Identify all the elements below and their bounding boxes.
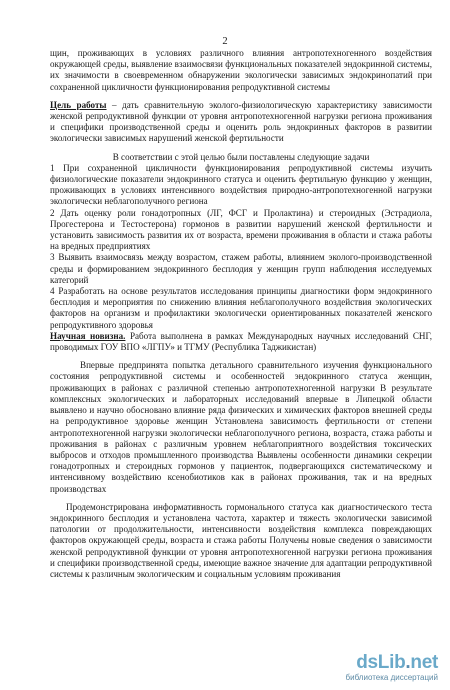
dslib-subtitle: библиотека диссертаций [345, 673, 438, 682]
paragraph-goal [50, 100, 432, 145]
paragraph-demonstrated: Продемонстрирована информативность гормонального статуса как диагностического теста эндокринного бесплодия и установлена частота, характер и тяжесть экологически зависимой патологии от продолжительности, интенсивности воздействия комплекса повреждающих факторов окружающей среды, возраста и стажа работы Получены новые сведения о зависимости женской репродуктивной функции от уровня антропотехногенной нагрузки региона проживания и специфики производственной среды, имеющие важное значение для адаптации репродуктивной системы к различным экологическим и социальным условиям проживания [50, 501, 432, 579]
task-3: 3 Выявить взаимосвязь между возрастом, стажем работы, влиянием эколого-производственной среды и формированием эндокринного бесплодия у женщин групп наблюдения исследуемых категорий [50, 252, 432, 285]
paragraph-tasks-intro: В соответствии с этой целью были поставлены следующие задачи [112, 151, 370, 162]
page-number: 2 [222, 36, 228, 47]
dslib-logo: dsLib.net [356, 652, 438, 673]
paragraph-findings: Впервые предпринята попытка детального сравнительного изучения функционального состояния репродуктивной системы и особенностей эндокринного статуса женщин, проживающих в районах с различной степенью антропотехногенной нагрузки В результате комплексных экологических и лабораторных исследований впервые в Липецкой области выявлено и научно обосновано влияние ряда физических и химических факторов внешней среды на репродуктивное здоровье женщин Установлена зависимость фертильности от степени антропотехногенной нагрузки экологически неблагополучного региона, возраста, стажа работы и проживания в районах с различным уровнем неблагоприятного воздействия токсических выбросов и отходов промышленного производства Выявлены особенности динамики секреции гонадотропных и стероидных гормонов у пациенток, подвергающихся систематическому и интенсивному воздействию ксенобиотиков как в районах проживания, так и на вредных производствах [50, 360, 432, 494]
novelty-text: Работа выполнена в рамках Международных научных исследований СНГ, проводимых ГОУ ВПО «ЛГПУ» и ТГМУ (Республика Таджикистан) [50, 330, 432, 353]
paragraph-novelty [50, 331, 432, 353]
goal-label: Цель работы [50, 99, 107, 110]
task-1: 1 При сохраненной цикличности функционирования репродуктивной системы изучить физиологические показатели эндокринного статуса и оценить фертильную функцию у женщин, проживающих в условиях интенсивного воздействия природно-антропотехногенной нагрузки экологически неблагополучного региона [50, 162, 432, 207]
task-2: 2 Дать оценку роли гонадотропных (ЛГ, ФСГ и Пролактина) и стероидных (Эстрадиола, Прогестерона и Тестостерона) гормонов в развитии нарушений женской фертильности и установить зависимость развития их от возраста, времени проживания в области и стажа работы на вредных предприятиях [50, 207, 432, 252]
document-body [50, 48, 432, 580]
goal-text: – дать сравнительную эколого-физиологическую характеристику зависимости женской репродуктивной функции от уровня антропотехногенной нагрузки региона проживания и специфики производственной среды и оценить роль эндокринных факторов в развитии экологически зависимых нарушений женской фертильности [50, 99, 432, 144]
paragraph-intro-continuation: щин, проживающих в условиях различного влияния антропотехногенного воздействия окружающей среды, выявление взаимосвязи функциональных показателей эндокринной системы, их значимости в своевременном обнаружении экологически зависимых эндокринопатий при сохраненной цикличности функционирования репродуктивной системы [50, 48, 432, 92]
novelty-label: Научная новизна. [50, 330, 126, 341]
dslib-watermark [310, 652, 438, 682]
task-4: 4 Разработать на основе результатов исследования принципы диагностики форм эндокринного бесплодия и мероприятия по снижению влияния неблагополучного воздействия экологических факторов на организм и профилактики экологически ориентированных показателей женского репродуктивного здоровья [50, 286, 432, 330]
